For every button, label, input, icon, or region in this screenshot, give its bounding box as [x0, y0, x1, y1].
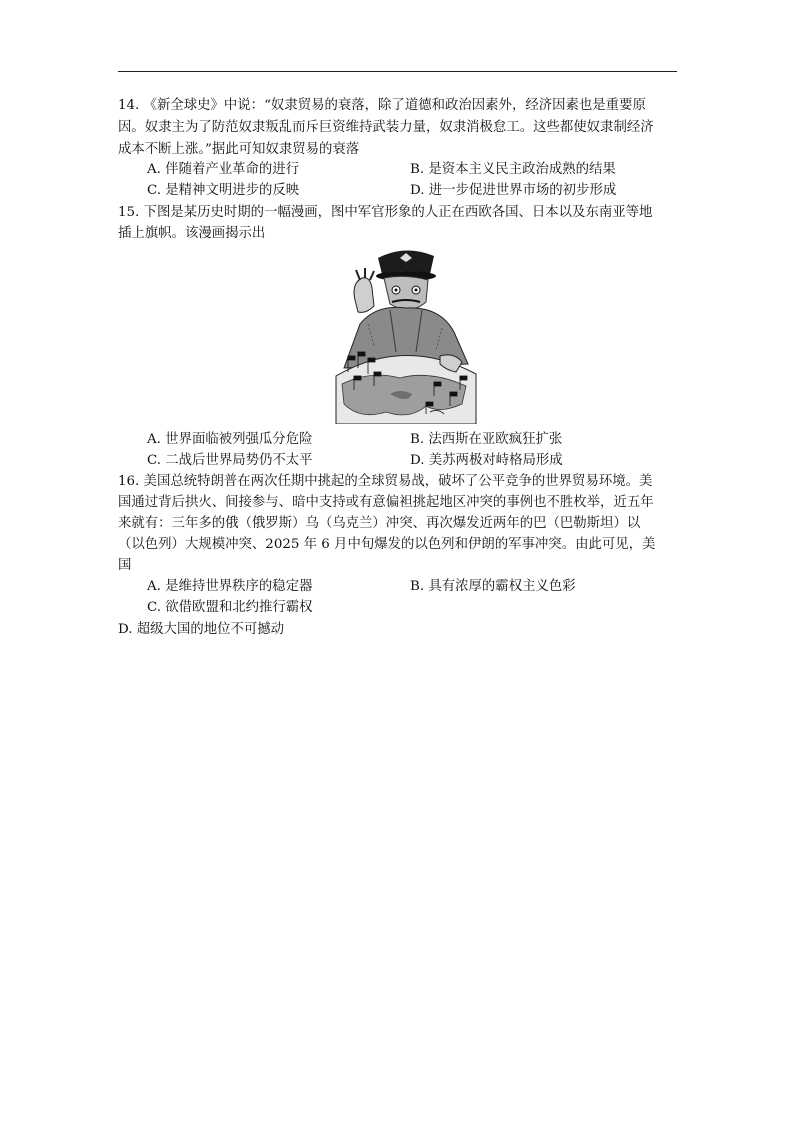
- q15-stem-line-1: 15. 下图是某历史时期的一幅漫画，图中军官形象的人正在西欧各国、日本以及东南亚等地: [118, 205, 653, 220]
- q16-option-a[interactable]: A. 是维持世界秩序的稳定器: [147, 579, 313, 594]
- q14-option-a[interactable]: A. 伴随着产业革命的进行: [147, 162, 300, 177]
- q15-option-c[interactable]: C. 二战后世界局势仍不太平: [147, 453, 313, 468]
- q15-stem-line-2: 插上旗帜。该漫画揭示出: [118, 226, 266, 241]
- q16-option-b[interactable]: B. 具有浓厚的霸权主义色彩: [410, 579, 576, 594]
- q14-option-c[interactable]: C. 是精神文明进步的反映: [147, 183, 300, 198]
- q16-stem-line-4: （以色列）大规模冲突、2025 年 6 月中旬爆发的以色列和伊朗的军事冲突。由此可见，美: [118, 537, 656, 552]
- q15-option-b[interactable]: B. 法西斯在亚欧疯狂扩张: [410, 432, 563, 447]
- q14-stem-line-1: 14. 《新全球史》中说：“奴隶贸易的衰落，除了道德和政治因素外，经济因素也是重要原: [118, 98, 646, 113]
- q14-option-d[interactable]: D. 进一步促进世界市场的初步形成: [410, 183, 617, 198]
- q16-option-d[interactable]: D. 超级大国的地位不可撼动: [118, 622, 285, 637]
- q16-option-c[interactable]: C. 欲借欧盟和北约推行霸权: [147, 600, 313, 615]
- q16-stem-line-3: 来就有：三年多的俄（俄罗斯）乌（乌克兰）冲突、再次爆发近两年的巴（巴勒斯坦）以: [118, 516, 641, 531]
- q14-stem-line-3: 成本不断上涨。”据此可知奴隶贸易的衰落: [118, 142, 360, 157]
- q14-stem-line-2: 因。奴隶主为了防范奴隶叛乱而斥巨资维持武装力量，奴隶消极怠工。这些都使奴隶制经济: [118, 120, 654, 135]
- q15-option-a[interactable]: A. 世界面临被列强瓜分危险: [147, 432, 313, 447]
- q16-stem-line-2: 国通过背后拱火、间接参与、暗中支持或有意偏袒挑起地区冲突的事例也不胜枚举，近五年: [118, 495, 654, 510]
- header-rule: [118, 71, 677, 72]
- cartoon-image: [330, 244, 480, 424]
- q15-option-d[interactable]: D. 美苏两极对峙格局形成: [410, 453, 563, 468]
- q14-option-b[interactable]: B. 是资本主义民主政治成熟的结果: [410, 162, 616, 177]
- q16-stem-line-5: 国: [118, 558, 132, 573]
- q16-stem-line-1: 16. 美国总统特朗普在两次任期中挑起的全球贸易战，破坏了公平竞争的世界贸易环境。美: [118, 474, 653, 489]
